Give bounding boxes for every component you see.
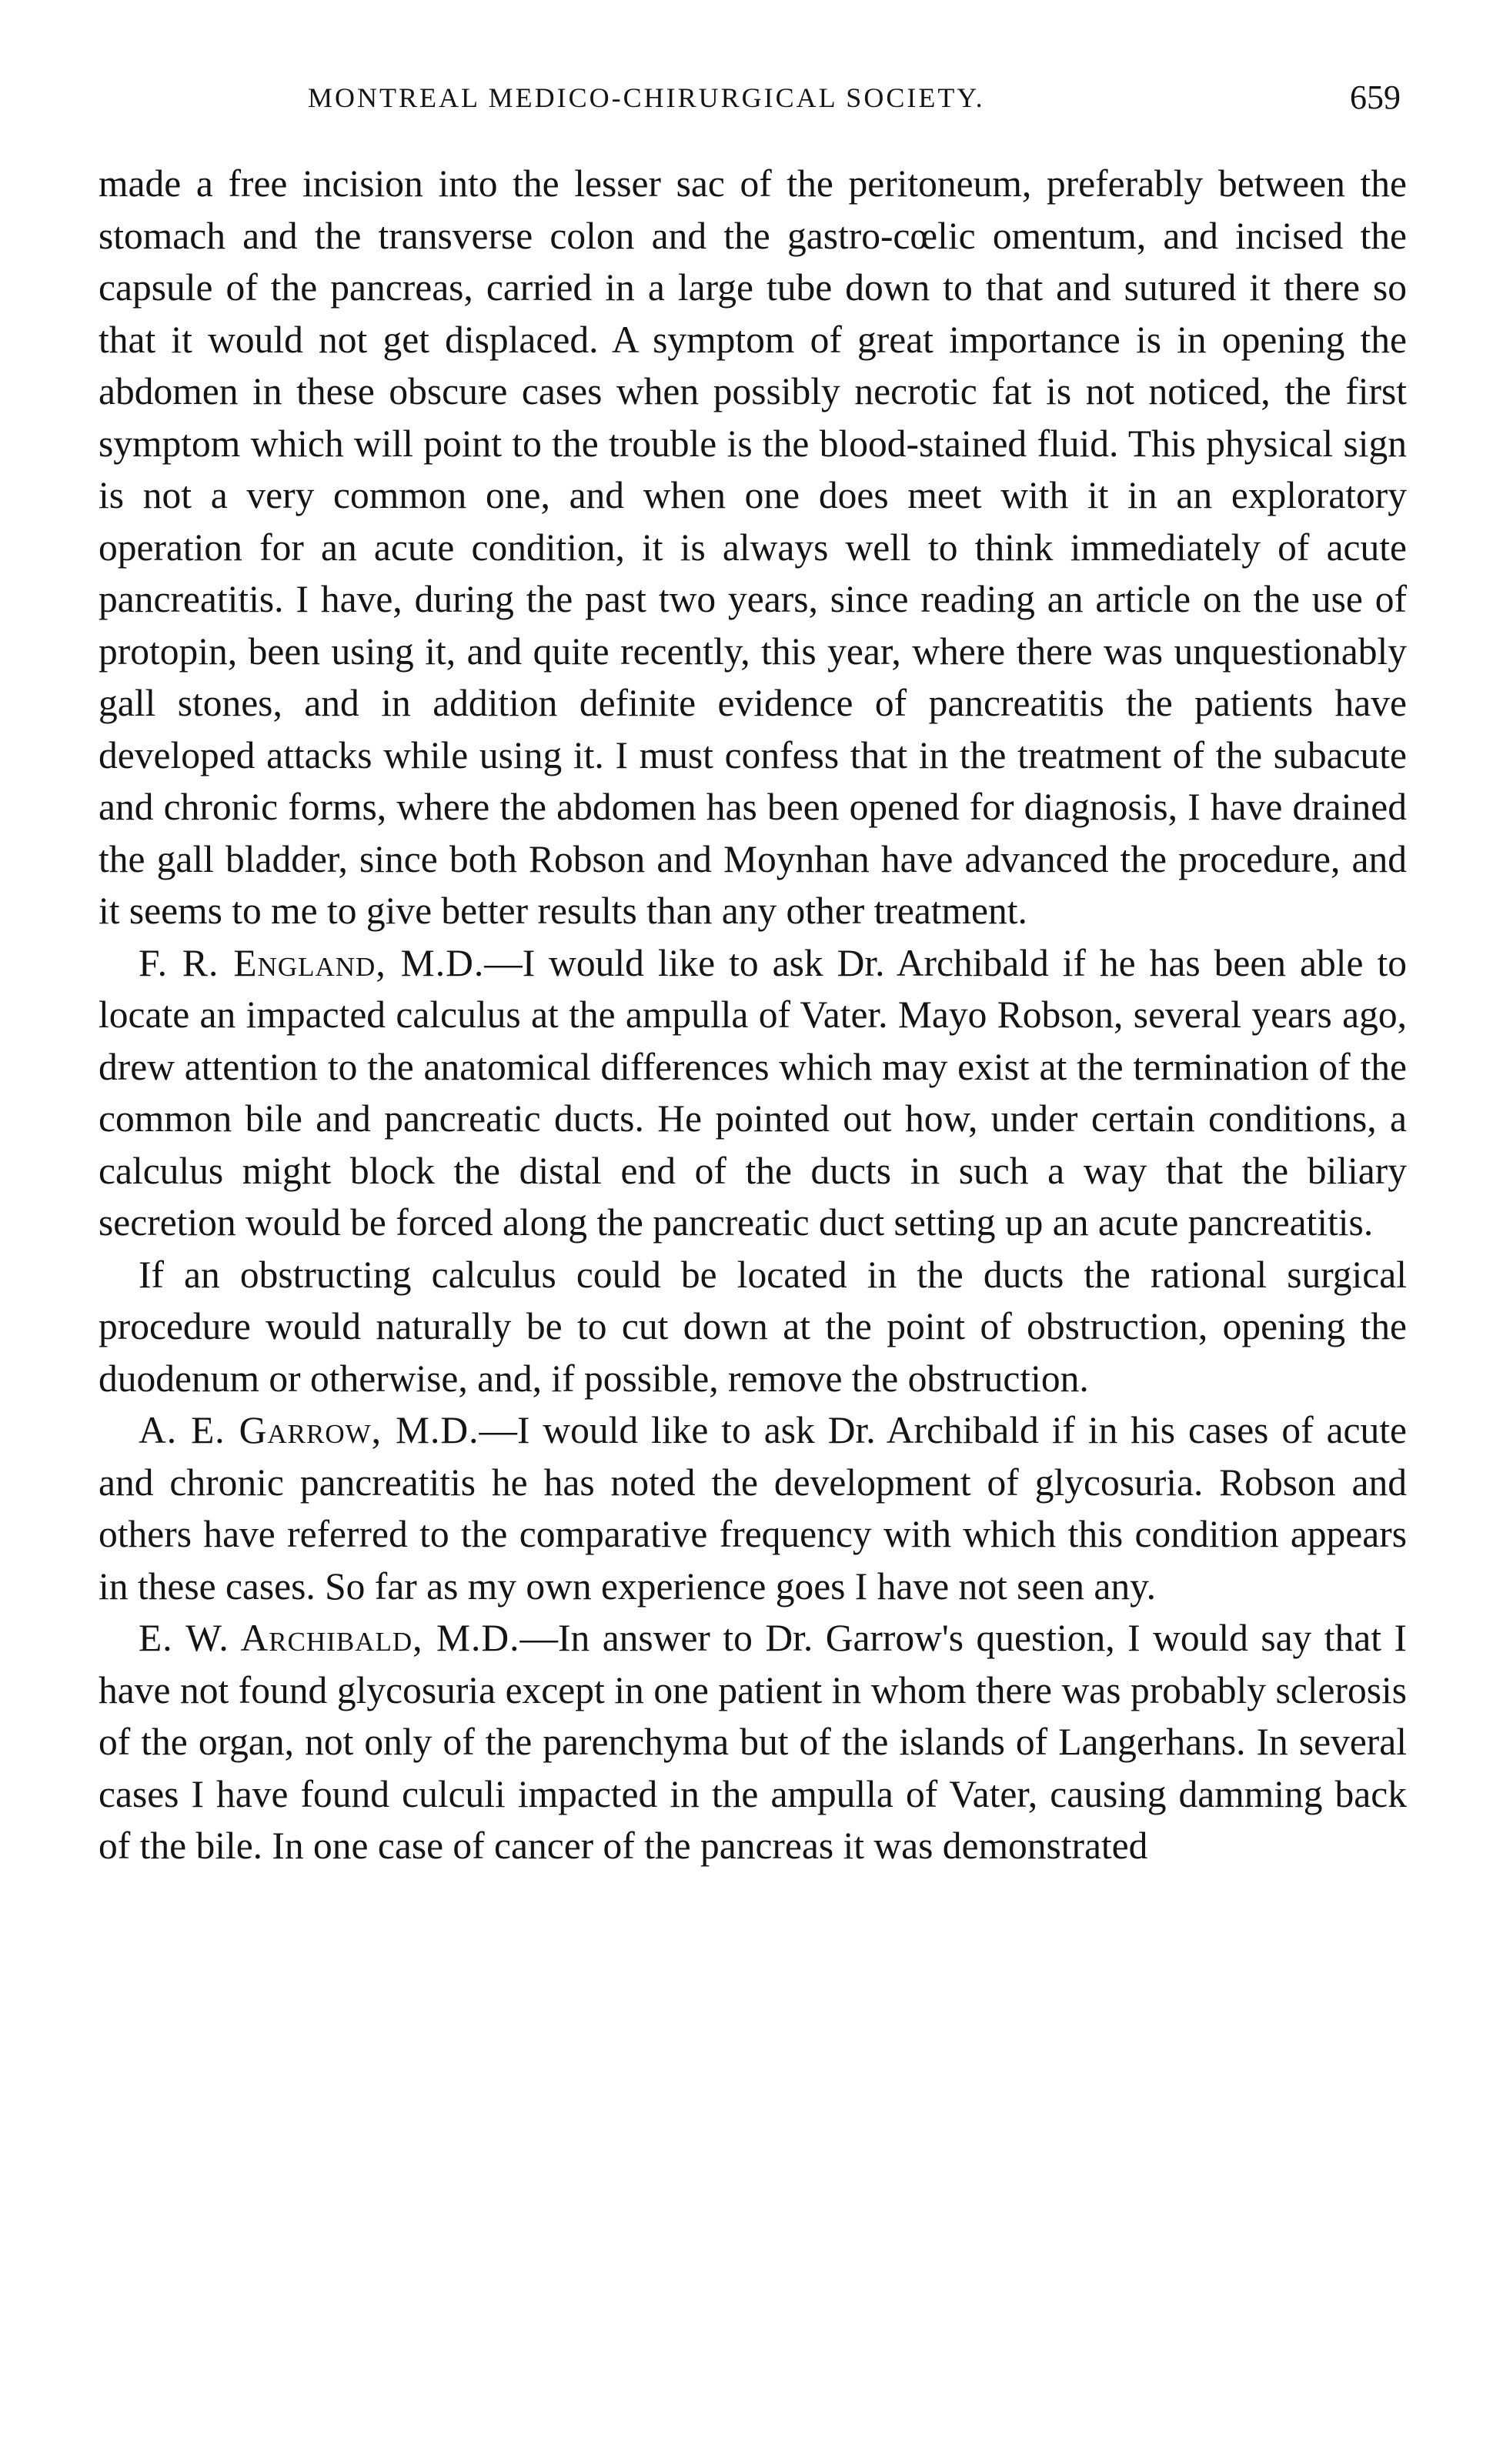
speaker-name: A. E. Garrow, M.D.	[139, 1409, 479, 1451]
running-title: MONTREAL MEDICO-CHIRURGICAL SOCIETY.	[308, 82, 985, 113]
paragraph-text: —I would like to ask Dr. Archibald if in his cases of acute and chronic pancreatitis he has noted the development of glycosuria. Robson and others have referred to the comparative frequency with which this condition appears in these cases. So far as my own experience goes I have not seen any.	[99, 1409, 1407, 1608]
paragraph-text: —I would like to ask Dr. Archibald if he has been able to locate an impacted calculus at the ampulla of Vater. Mayo Robson, several years ago, drew attention to the anatomical differences which may exist at the termination of the common bile and pancreatic ducts. He pointed out how, under certain conditions, a calculus might block the distal end of the ducts in such a way that the biliary secretion would be forced along the pancreatic duct setting up an acute pancreatitis.	[99, 941, 1407, 1244]
paragraph-garrow	[99, 1404, 1407, 1612]
paragraph-continuation	[99, 158, 1407, 937]
paragraph-obstruction	[99, 1249, 1407, 1405]
speaker-name: F. R. England, M.D.	[139, 941, 485, 984]
paragraph-england	[99, 937, 1407, 1249]
page-number: 659	[1350, 78, 1401, 116]
speaker-name: E. W. Archibald, M.D.	[139, 1617, 520, 1659]
body-text	[99, 158, 1407, 1872]
running-head	[100, 71, 1401, 125]
paragraph-archibald	[99, 1612, 1407, 1872]
paragraph-text: made a free incision into the lesser sac of the peritoneum, preferably between the stomach and the transverse colon and the gastro-cœlic omentum, and incised the capsule of the pancreas, carried in a large tube down to that and sutured it there so that it would not get displaced. A symptom of great importance is in opening the abdomen in these obscure cases when possibly necrotic fat is not noticed, the first symptom which will point to the trouble is the blood-stained fluid. This physical sign is not a very common one, and when one does meet with it in an exploratory operation for an acute condition, it is always well to think immediately of acute pancreatitis. I have, during the past two years, since reading an article on the use of protopin, been using it, and quite recently, this year, where there was unquestionably gall stones, and in addition definite evidence of pancreatitis the patients have developed attacks while using it. I must confess that in the treatment of the subacute and chronic forms, where the abdomen has been opened for diagnosis, I have drained the gall bladder, since both Robson and Moynhan have advanced the procedure, and it seems to me to give better results than any other treatment.	[99, 162, 1407, 932]
paragraph-text: If an obstructing calculus could be located in the ducts the rational surgical procedure would naturally be to cut down at the point of obstruction, opening the duodenum or otherwise, and, if possible, remove the obstruction.	[99, 1253, 1407, 1400]
paragraph-text: —In answer to Dr. Garrow's question, I would say that I have not found glycosuria except in one patient in whom there was probably sclerosis of the organ, not only of the parenchyma but of the islands of Langerhans. In several cases I have found culculi impacted in the ampulla of Vater, causing damming back of the bile. In one case of cancer of the pancreas it was demonstrated	[99, 1617, 1407, 1867]
